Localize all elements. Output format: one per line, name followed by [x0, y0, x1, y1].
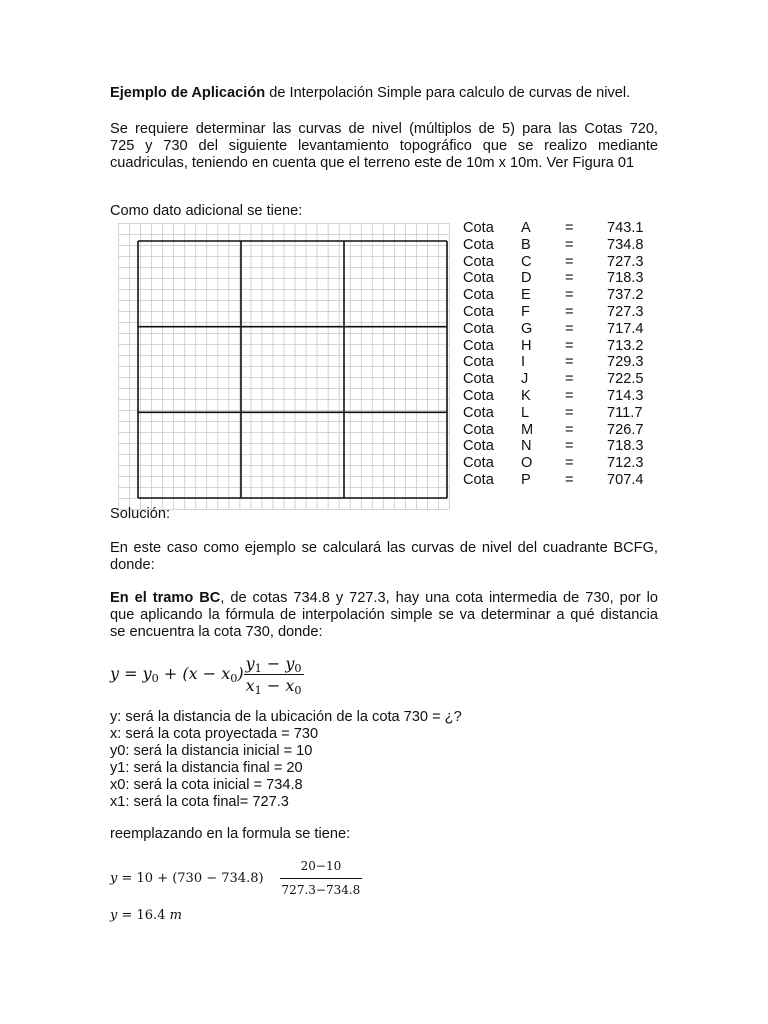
cota-equals: = [565, 253, 574, 270]
definition-line: x0: será la cota inicial = 734.8 [110, 777, 303, 793]
cota-equals: = [565, 354, 574, 371]
cota-letter: N [521, 438, 532, 455]
cota-equals: = [565, 303, 574, 320]
requirement-line-2: 725 y 730 del siguiente levantamiento topográfico que se realizo mediante [110, 138, 658, 154]
case-line-1: En este caso como ejemplo se calculará las curvas de nivel del cuadrante BCFG, [110, 540, 658, 556]
substitution-eq: = 10 + (730 − 734.8) [117, 871, 264, 886]
cota-word: Cota [463, 387, 494, 404]
den-mid: − x [261, 676, 295, 695]
cota-row [463, 237, 657, 254]
cota-letter: B [521, 236, 531, 253]
definition-line: x1: será la cota final= 727.3 [110, 794, 289, 810]
cota-value: 707.4 [607, 471, 644, 488]
definition-line: y0: será la distancia inicial = 10 [110, 743, 313, 759]
requirement-line-3: cuadriculas, teniendo en cuenta que el terreno este de 10m x 10m. Ver Figura 01 [110, 155, 635, 171]
cota-letter: D [521, 270, 532, 287]
cota-letter: P [521, 471, 531, 488]
cota-value: 726.7 [607, 421, 644, 438]
substitution-denominator: 727.3−734.8 [281, 883, 361, 897]
cota-row [463, 304, 657, 321]
cota-value: 711.7 [607, 404, 643, 421]
title-rest: de Interpolación Simple para calculo de curvas de nivel. [265, 85, 631, 101]
cota-equals: = [565, 320, 574, 337]
interpolation-formula [110, 654, 304, 697]
formula-mid: + (x − x [158, 664, 231, 683]
substitution-fraction [280, 858, 363, 899]
cota-value: 712.3 [607, 455, 644, 472]
requirement-line-1: Se requiere determinar las curvas de nivel (múltiplos de 5) para las Cotas 720, [110, 121, 658, 137]
tramo-line-3: se encuentra la cota 730, donde: [110, 624, 323, 640]
cota-letter: A [521, 220, 531, 236]
cota-equals: = [565, 270, 574, 287]
den-x: x [245, 676, 255, 695]
num-mid: − y [261, 654, 295, 673]
formula-denominator [244, 675, 304, 697]
cota-word: Cota [463, 337, 494, 354]
cota-row [463, 388, 657, 405]
substitution-formula [110, 858, 362, 899]
cota-word: Cota [463, 303, 494, 320]
cota-value: 718.3 [607, 438, 644, 455]
tramo-line-1-rest: , de cotas 734.8 y 727.3, hay una cota intermedia de 730, por lo [220, 590, 658, 606]
cota-table [463, 220, 657, 489]
result-unit: m [169, 908, 182, 923]
cota-value: 722.5 [607, 371, 644, 388]
cota-letter: H [521, 337, 532, 354]
cota-value: 743.1 [607, 220, 644, 236]
tramo-line-2: que aplicando la fórmula de interpolación simple se va determinar a qué distancia [110, 607, 658, 623]
cota-row [463, 287, 657, 304]
den-sub-1: 1 [254, 684, 262, 697]
cota-letter: E [521, 287, 531, 304]
title-line [110, 85, 658, 102]
cota-row [463, 472, 657, 489]
cota-letter: C [521, 253, 532, 270]
cota-word: Cota [463, 253, 494, 270]
case-paragraph [110, 540, 658, 574]
cota-word: Cota [463, 236, 494, 253]
result-formula [110, 907, 182, 924]
formula-mid-sub: 0 [230, 672, 238, 685]
cota-letter: G [521, 320, 533, 337]
cota-value: 729.3 [607, 354, 644, 371]
cota-equals: = [565, 287, 574, 304]
cota-value: 717.4 [607, 320, 644, 337]
title-bold: Ejemplo de Aplicación [110, 85, 266, 101]
cota-word: Cota [463, 287, 494, 304]
cota-row [463, 338, 657, 355]
definition-line: y1: será la distancia final = 20 [110, 760, 303, 776]
formula-lhs-sub: 0 [151, 672, 159, 685]
formula-mid-close: ) [237, 664, 244, 683]
cota-value: 714.3 [607, 387, 644, 404]
cota-row [463, 422, 657, 439]
cota-row [463, 438, 657, 455]
tramo-bold: En el tramo BC [110, 590, 221, 606]
cota-equals: = [565, 438, 574, 455]
result-lhs: y [110, 908, 118, 923]
cota-word: Cota [463, 220, 494, 236]
cota-letter: M [521, 421, 534, 438]
cota-equals: = [565, 236, 574, 253]
cota-value: 737.2 [607, 287, 644, 304]
den-sub-2: 0 [294, 684, 302, 697]
cota-word: Cota [463, 404, 494, 421]
cota-letter: O [521, 455, 533, 472]
cota-row [463, 455, 657, 472]
cota-row [463, 220, 657, 237]
formula-fraction [244, 654, 304, 697]
cota-row [463, 354, 657, 371]
grid-figure [118, 223, 450, 510]
cota-word: Cota [463, 270, 494, 287]
num-sub-1: 1 [254, 662, 262, 675]
cota-equals: = [565, 387, 574, 404]
cota-equals: = [565, 220, 574, 236]
cota-word: Cota [463, 371, 494, 388]
tramo-paragraph [110, 590, 658, 641]
substitution-numerator: 20−10 [280, 858, 363, 879]
result-eq: = 16.4 [117, 908, 170, 923]
formula-lhs: y = y [110, 664, 152, 683]
cota-letter: L [521, 404, 530, 421]
tramo-line-1 [110, 590, 658, 607]
cota-equals: = [565, 337, 574, 354]
cota-equals: = [565, 421, 574, 438]
cota-row [463, 321, 657, 338]
cota-word: Cota [463, 438, 494, 455]
cota-row [463, 270, 657, 287]
definition-line: x: será la cota proyectada = 730 [110, 726, 319, 742]
cota-row [463, 371, 657, 388]
case-line-2: donde: [110, 557, 155, 573]
cota-value: 713.2 [607, 337, 644, 354]
num-y: y [245, 654, 255, 673]
cota-equals: = [565, 404, 574, 421]
cota-value: 718.3 [607, 270, 644, 287]
cota-value: 727.3 [607, 303, 644, 320]
additional-data-label: Como dato adicional se tiene: [110, 203, 303, 219]
cota-word: Cota [463, 320, 494, 337]
replace-label: reemplazando en la formula se tiene: [110, 826, 351, 842]
definition-line: y: será la distancia de la ubicación de la cota 730 = ¿? [110, 709, 462, 725]
cota-value: 734.8 [607, 236, 644, 253]
cota-value: 727.3 [607, 253, 644, 270]
substitution-lhs: y [110, 871, 118, 886]
num-sub-2: 0 [294, 662, 302, 675]
cota-word: Cota [463, 471, 494, 488]
solution-label: Solución: [110, 506, 171, 522]
cota-equals: = [565, 455, 574, 472]
cota-letter: K [521, 387, 531, 404]
cota-row [463, 254, 657, 271]
cota-letter: F [521, 303, 530, 320]
cota-row [463, 405, 657, 422]
cota-equals: = [565, 371, 574, 388]
formula-numerator [244, 655, 304, 675]
cota-letter: J [521, 371, 529, 388]
cota-word: Cota [463, 354, 494, 371]
requirement-paragraph [110, 121, 658, 172]
cota-letter: I [521, 354, 526, 371]
cota-word: Cota [463, 421, 494, 438]
cota-word: Cota [463, 455, 494, 472]
cota-equals: = [565, 471, 574, 488]
